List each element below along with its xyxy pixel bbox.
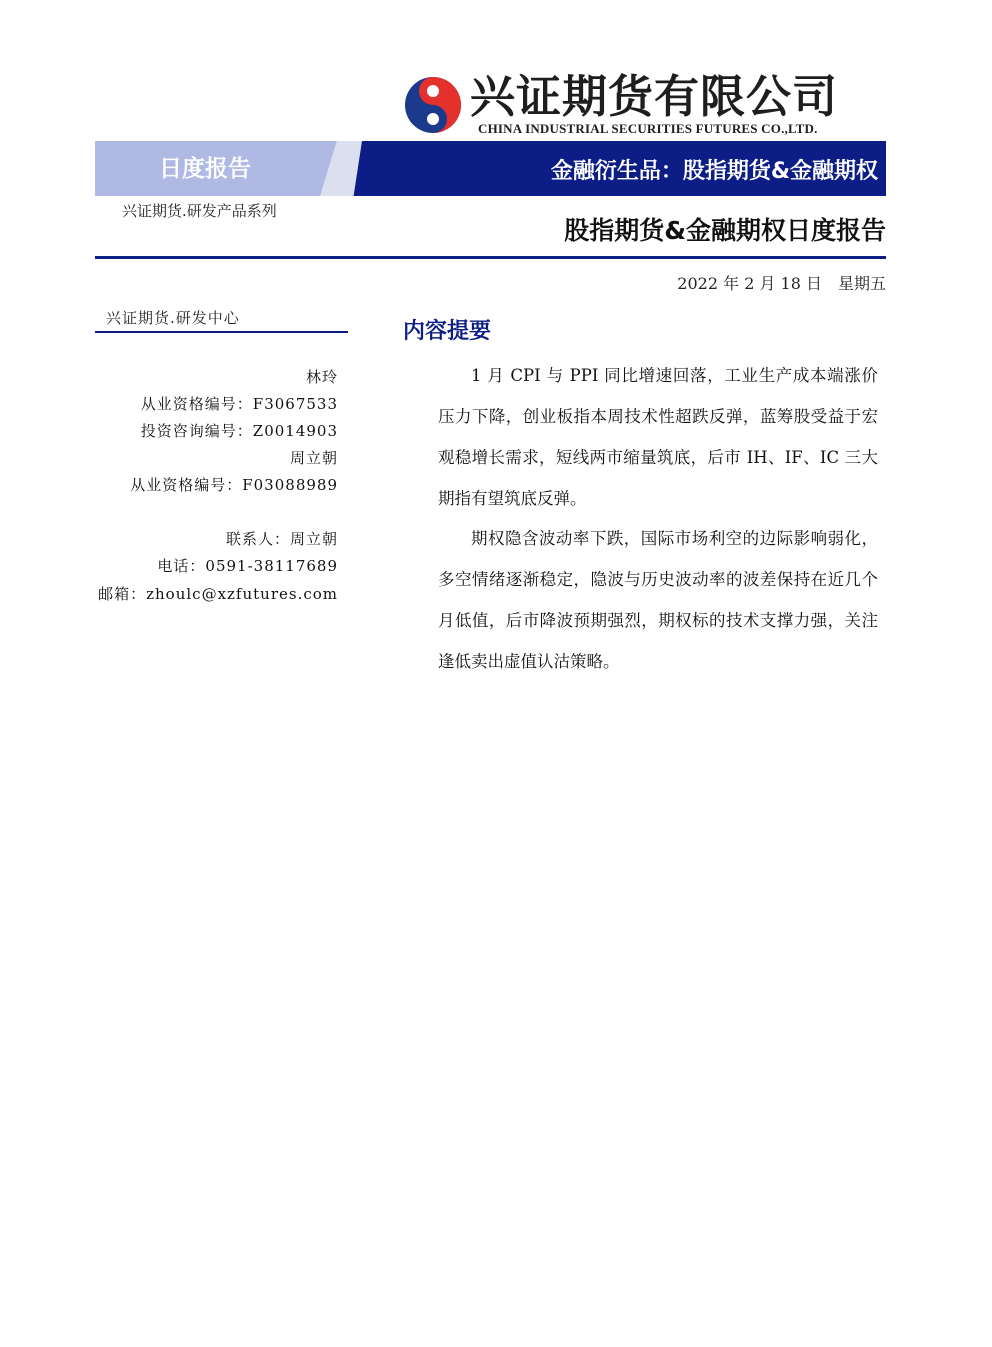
sidebar-divider	[95, 331, 348, 333]
contact-phone: 电话：0591-38117689	[157, 557, 338, 575]
company-name-en: CHINA INDUSTRIAL SECURITIES FUTURES CO.,LTD.	[478, 121, 818, 136]
analyst-name: 周立朝	[289, 449, 338, 467]
analyst-license: 从业资格编号：F03088989	[130, 476, 338, 494]
contact-email[interactable]: 邮箱：zhoulc@xzfutures.com	[98, 585, 338, 603]
analyst-name: 林玲	[305, 368, 338, 386]
summary-paragraph: 期权隐含波动率下跌，国际市场利空的边际影响弱化，多空情绪逐渐稳定，隐波与历史波动率的波差保持在近几个月低值，后市降波预期强烈，期权标的技术支撑力强，关注逢低卖出虚值认沽策略。	[438, 529, 878, 671]
company-logo-icon	[404, 76, 462, 134]
company-logo	[404, 72, 874, 134]
report-title: 股指期货&金融期权日度报告	[564, 216, 886, 245]
summary-heading: 内容提要	[403, 319, 492, 344]
summary-paragraph: 1 月 CPI 与 PPI 同比增速回落，工业生产成本端涨价压力下降，创业板指本周技术性超跌反弹，蓝筹股受益于宏观稳增长需求，短线两市缩量筑底，后市 IH、IF、IC 三大期指有望筑底反弹。	[438, 366, 878, 508]
analyst-license: 从业资格编号：F3067533	[140, 395, 338, 413]
report-category-label: 金融衍生品：股指期货&金融期权	[550, 159, 878, 184]
contact-person: 联系人：周立朝	[225, 530, 338, 548]
research-dept: 兴证期货.研发中心	[106, 309, 240, 327]
company-name-cn: 兴证期货有限公司	[470, 70, 839, 123]
report-type-label: 日度报告	[159, 156, 251, 182]
analyst-advisory-license: 投资咨询编号：Z0014903	[140, 422, 338, 440]
product-series: 兴证期货.研发产品系列	[122, 202, 277, 220]
report-date: 2022 年 2 月 18 日 星期五	[677, 274, 886, 293]
header-banner	[95, 141, 886, 196]
header-divider	[95, 256, 886, 259]
